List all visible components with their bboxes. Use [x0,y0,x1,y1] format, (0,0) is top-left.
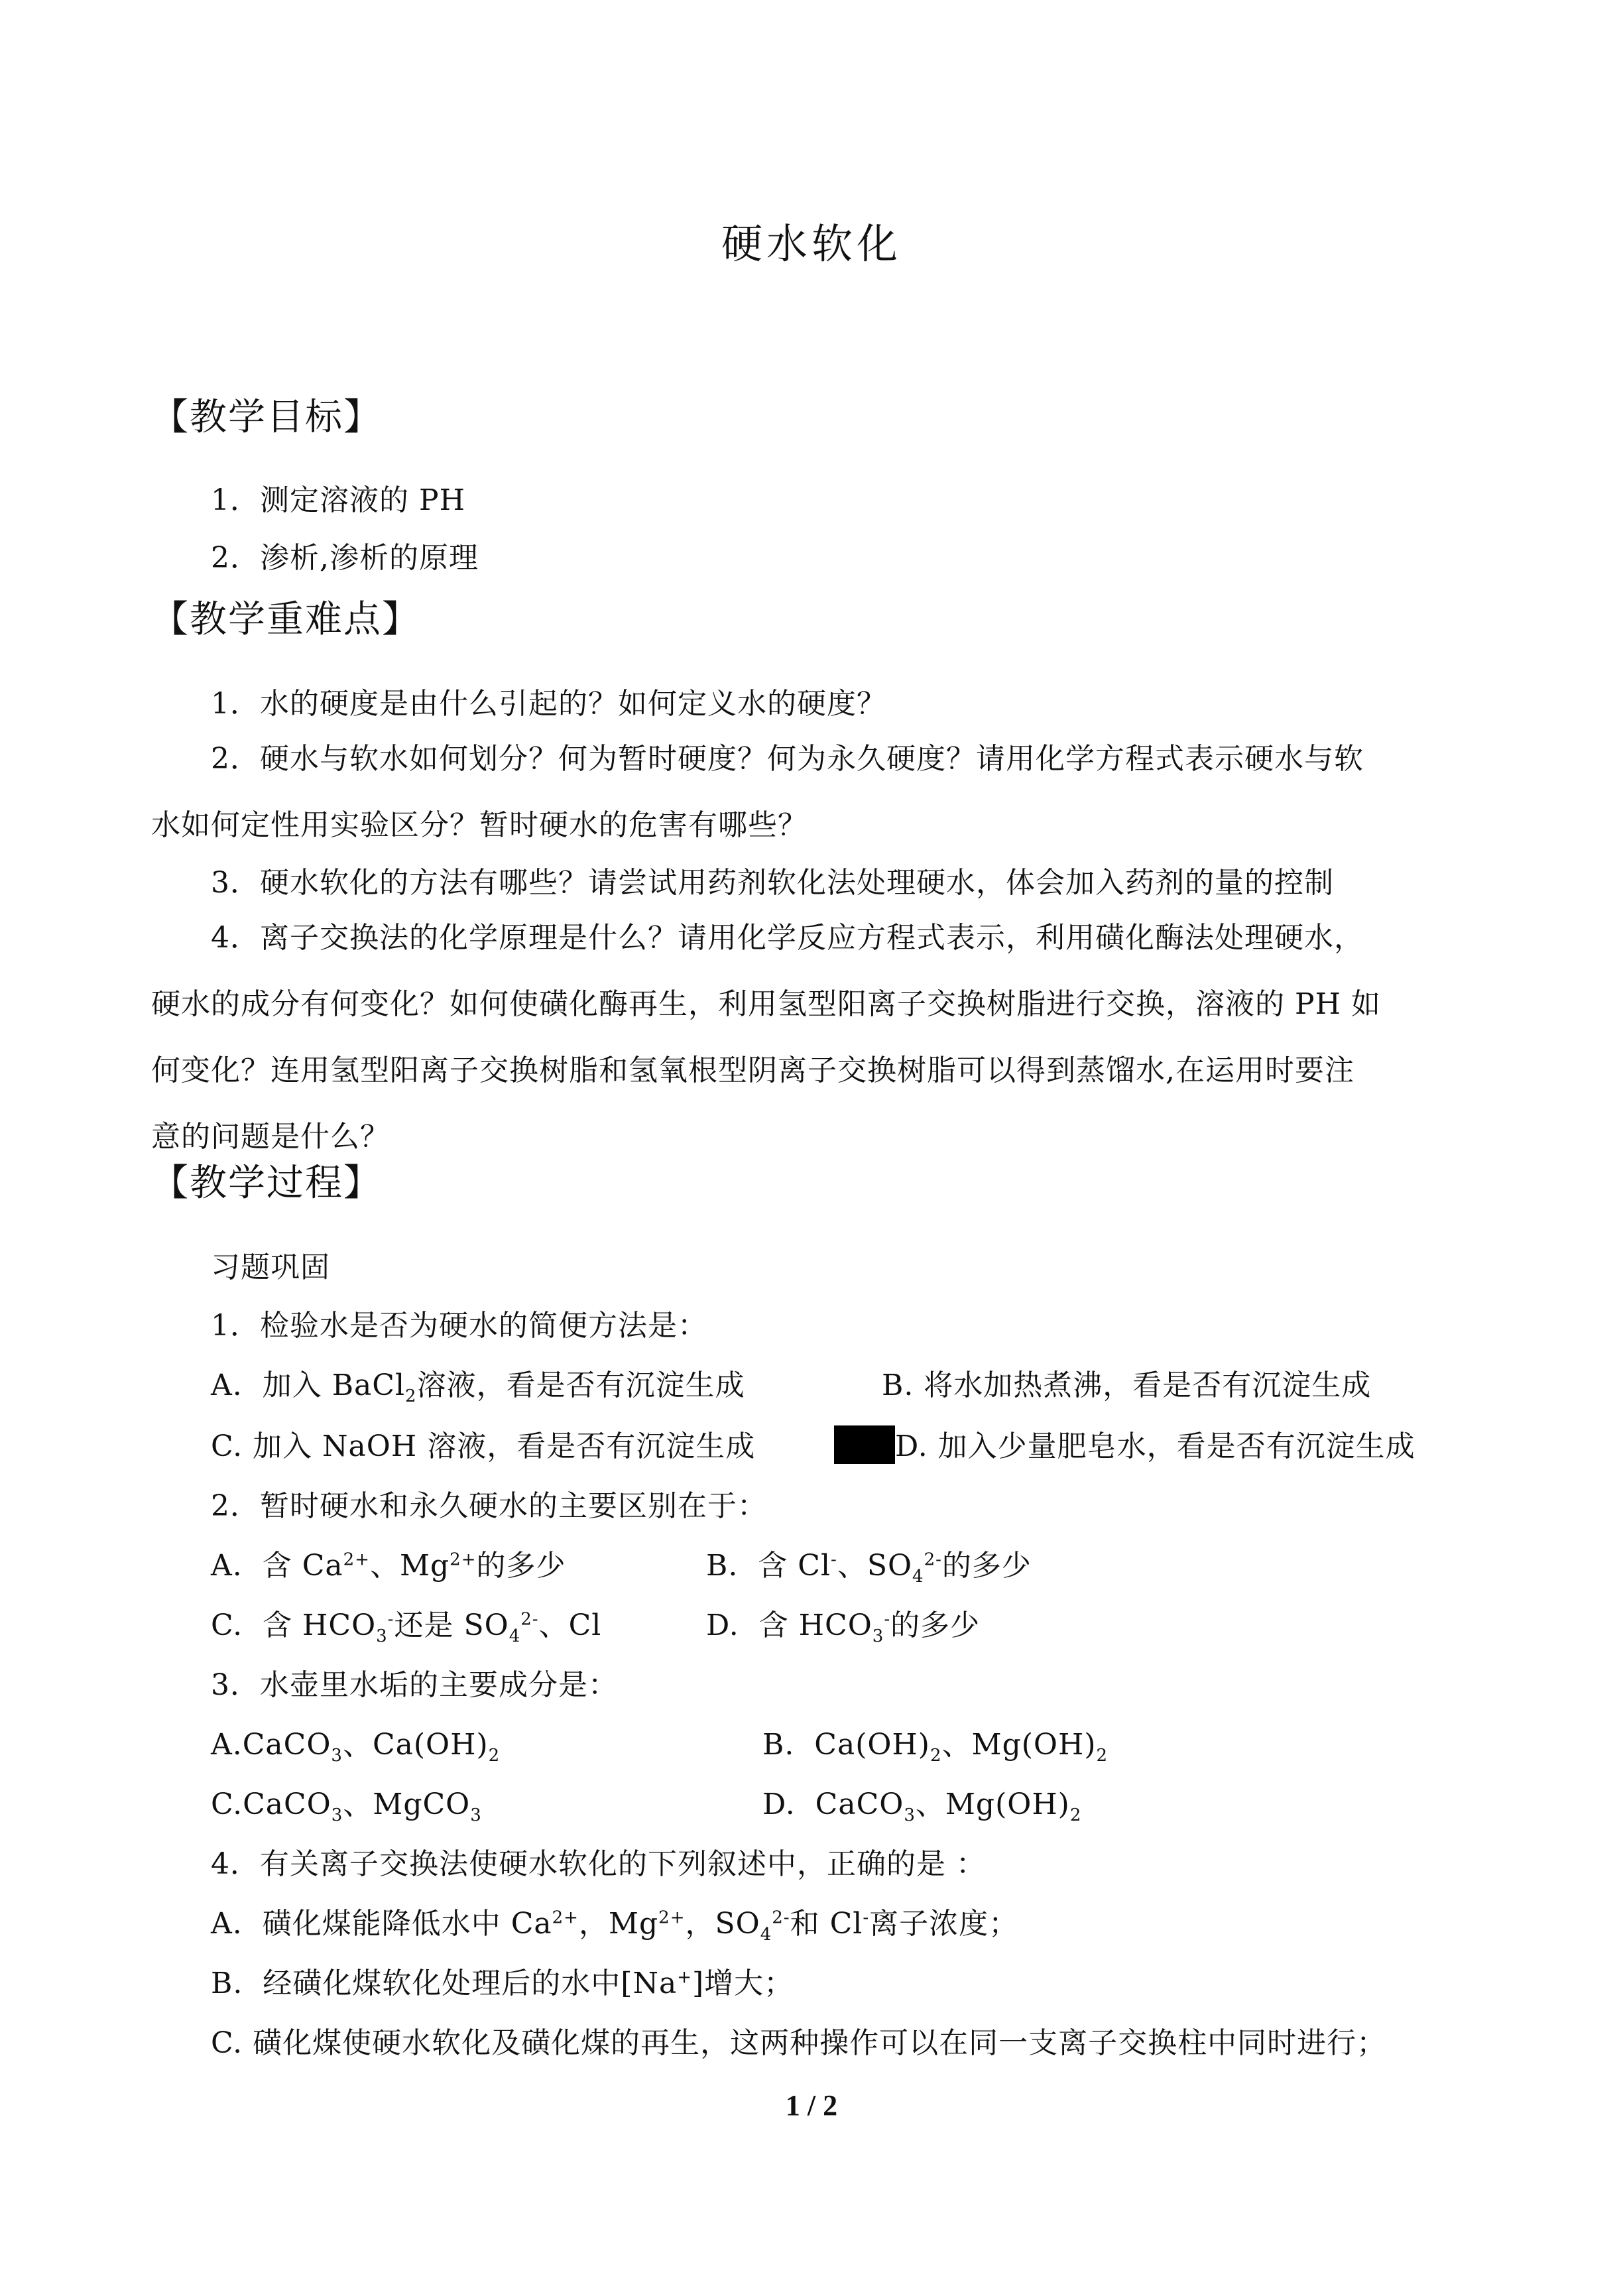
question-2-option-c: C. 含 $HCO_3^-$还是 $SO_4^{2-}$、Cl [211,1608,602,1646]
key-point-item-4 [151,905,1471,1170]
question-1-option-b: B. 将水加热煮沸，看是否有沉淀生成 [882,1368,1372,1402]
key-point-4-line-1: 4．离子交换法的化学原理是什么？请用化学反应方程式表示，利用磺化酶法处理硬水， [211,921,1364,955]
key-point-item-3: 3．硬水软化的方法有哪些？请尝试用药剂软化法处理硬水，体会加入药剂的量的控制 [211,866,1334,900]
question-3-option-a: A.CaCO$_3$、$Ca(OH)_2$ [211,1728,501,1766]
question-1-option-a: A. 加入 BaCl$_2$溶液，看是否有沉淀生成 [211,1368,745,1406]
exercise-intro: 习题巩固 [211,1250,330,1284]
question-3-option-b: B. $Ca(OH)_2$、$Mg(OH)_2$ [762,1728,1109,1766]
question-2-option-d: D. 含 $HCO_3^-$的多少 [706,1608,981,1646]
page-title: 硬水软化 [721,219,902,268]
question-3-option-d: D. CaCO$_3$、$Mg(OH)_2$ [762,1787,1082,1825]
key-point-4-line-2: 硬水的成分有何变化？如何使磺化酶再生，利用氢型阳离子交换树脂进行交换，溶液的 PH 如 [151,987,1381,1021]
question-3-stem: 3．水壶里水垢的主要成分是： [211,1668,618,1702]
page-number: 1 / 2 [785,2089,838,2122]
key-point-2-line-2: 水如何定性用实验区分？暂时硬水的危害有哪些？ [151,808,808,842]
section-heading-key-points: 【教学重难点】 [151,598,420,641]
question-1-stem: 1．检验水是否为硬水的简便方法是： [211,1309,707,1343]
key-point-item-1: 1．水的硬度是由什么引起的？如何定义水的硬度？ [211,687,886,721]
key-point-4-line-4: 意的问题是什么？ [151,1120,390,1154]
objective-item-2: 2．渗析,渗析的原理 [211,541,479,575]
key-point-4-line-3: 何变化？连用氢型阳离子交换树脂和氢氧根型阴离子交换树脂可以得到蒸馏水,在运用时要注 [151,1054,1354,1087]
objective-item-1: 1．测定溶液的 PH [211,483,465,517]
section-heading-objectives: 【教学目标】 [151,396,382,439]
key-point-2-line-1: 2．硬水与软水如何划分？何为暂时硬度？何为永久硬度？请用化学方程式表示硬水与软 [211,742,1364,776]
question-4-option-a: A. 磺化煤能降低水中 $Ca^{2+}$，$Mg^{2+}$，$SO_4^{2-}$和 Cl-离子浓度； [211,1907,1019,1945]
question-3-option-c: C.CaCO$_3$、MgCO$_3$ [211,1787,482,1825]
section-heading-process: 【教学过程】 [151,1162,382,1205]
question-1-option-c: C. 加入 NaOH 溶液，看是否有沉淀生成 [211,1429,756,1463]
question-1-option-d: D. 加入少量肥皂水，看是否有沉淀生成 [895,1429,1415,1463]
question-2-option-a: A. 含 $Ca^{2+}$、$Mg^{2+}$的多少 [211,1549,566,1583]
question-2-option-b: B. 含 Cl-、$SO_4^{2-}$的多少 [706,1549,1032,1587]
redaction-block [834,1425,895,1464]
question-2-stem: 2．暂时硬水和永久硬水的主要区别在于： [211,1489,767,1523]
question-4-stem: 4．有关离子交换法使硬水软化的下列叙述中，正确的是 ： [211,1847,986,1881]
key-point-item-2 [151,726,1471,859]
question-4-option-c: C. 磺化煤使硬水软化及磺化煤的再生，这两种操作可以在同一支离子交换柱中同时进行； [211,2026,1387,2060]
question-4-option-b: B. 经磺化煤软化处理后的水中[Na+]增大； [211,1966,794,2000]
